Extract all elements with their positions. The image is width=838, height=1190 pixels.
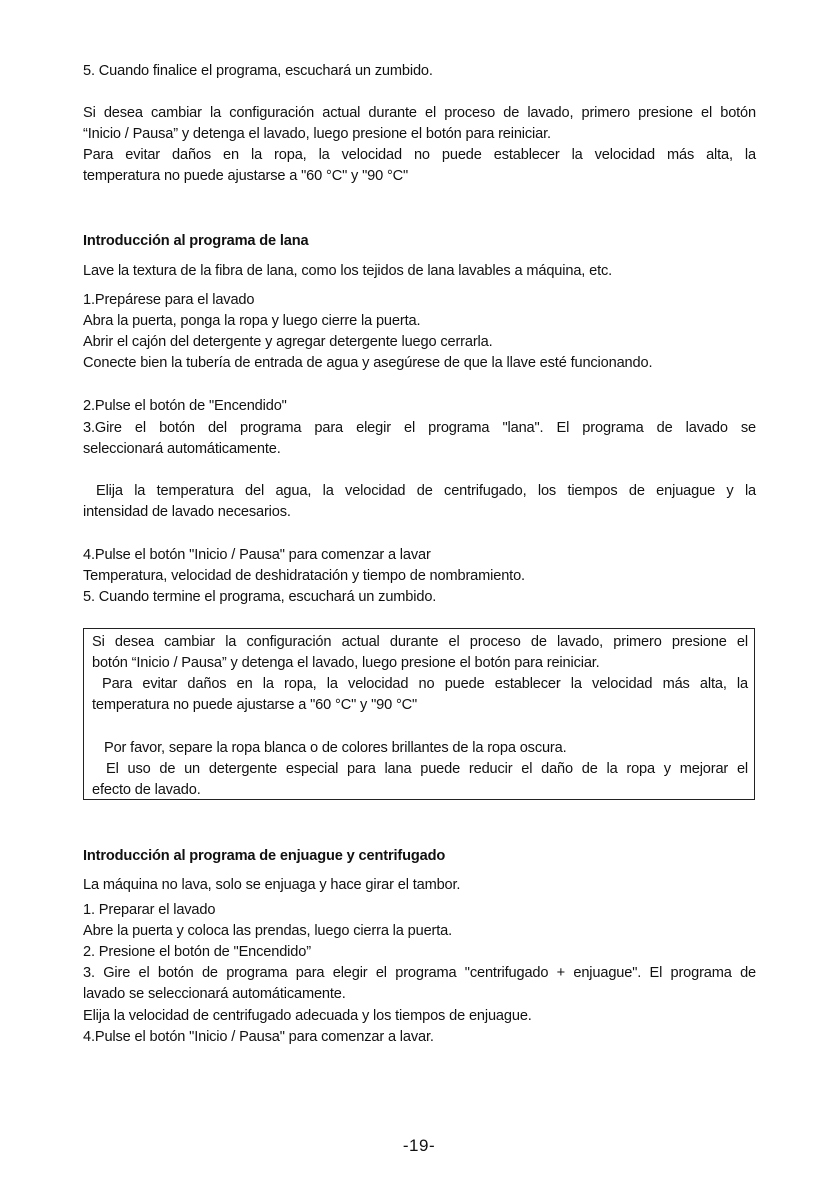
wool-prep-line: Abra la puerta, ponga la ropa y luego cierre la puerta. <box>83 313 421 329</box>
wool-choose-line: Elija la temperatura del agua, la velocidad de centrifugado, los tiempos de enjuague y la <box>96 483 756 499</box>
note-line: temperatura no puede ajustarse a "60 °C" y "90 °C" <box>83 168 409 184</box>
note-box-line: temperatura no puede ajustarse a "60 °C" y "90 °C" <box>92 697 418 713</box>
note-line: “Inicio / Pausa” y detenga el lavado, luego presione el botón para reiniciar. <box>83 126 551 142</box>
rinse-line: 2. Presione el botón de "Encendido” <box>83 944 311 960</box>
note-box-line: Por favor, separe la ropa blanca o de colores brillantes de la ropa oscura. <box>104 740 567 756</box>
rinse-line: lavado se seleccionará automáticamente. <box>83 986 346 1002</box>
wool-step-4-line: 4.Pulse el botón "Inicio / Pausa" para comenzar a lavar <box>83 547 431 563</box>
wool-step-4-line: Temperatura, velocidad de deshidratación y tiempo de nombramiento. <box>83 568 525 584</box>
page-number: -19- <box>402 1136 436 1155</box>
note-box-line: botón “Inicio / Pausa” y detenga el lavado, luego presione el botón para reiniciar. <box>92 655 600 671</box>
rinse-line: Elija la velocidad de centrifugado adecuada y los tiempos de enjuague. <box>83 1008 532 1024</box>
note-box-line: efecto de lavado. <box>92 782 201 798</box>
note-box-line: Para evitar daños en la ropa, la velocidad no puede establecer la velocidad más alta, la <box>102 676 748 692</box>
rinse-line: 4.Pulse el botón "Inicio / Pausa" para comenzar a lavar. <box>83 1029 434 1045</box>
rinse-intro: La máquina no lava, solo se enjuaga y hace girar el tambor. <box>83 877 461 893</box>
wool-section-heading: Introducción al programa de lana <box>83 233 309 249</box>
rinse-line: 3. Gire el botón de programa para elegir el programa "centrifugado + enjuague". El programa de <box>83 965 756 981</box>
wool-step-3-line: 3.Gire el botón del programa para elegir el programa "lana". El programa de lavado se <box>83 420 756 436</box>
wool-intro: Lave la textura de la fibra de lana, como los tejidos de lana lavables a máquina, etc. <box>83 263 613 279</box>
note-box-line: Si desea cambiar la configuración actual durante el proceso de lavado, primero presione el <box>92 634 748 650</box>
wool-choose-line: intensidad de lavado necesarios. <box>83 504 291 520</box>
step-5-text: 5. Cuando finalice el programa, escuchará un zumbido. <box>83 63 433 79</box>
rinse-line: Abre la puerta y coloca las prendas, luego cierra la puerta. <box>83 923 453 939</box>
wool-step-5-line: 5. Cuando termine el programa, escuchará un zumbido. <box>83 589 437 605</box>
note-line: Si desea cambiar la configuración actual durante el proceso de lavado, primero presione el botón <box>83 105 756 121</box>
wool-prep-line: 1.Prepárese para el lavado <box>83 292 255 308</box>
wool-step-3-line: seleccionará automáticamente. <box>83 441 281 457</box>
wool-prep-line: Conecte bien la tubería de entrada de agua y asegúrese de que la llave esté funcionando. <box>83 355 653 371</box>
rinse-section-heading: Introducción al programa de enjuague y centrifugado <box>83 848 446 864</box>
wool-prep-line: Abrir el cajón del detergente y agregar detergente luego cerrarla. <box>83 334 493 350</box>
wool-step-2: 2.Pulse el botón de "Encendido" <box>83 398 287 414</box>
rinse-line: 1. Preparar el lavado <box>83 902 216 918</box>
note-line: Para evitar daños en la ropa, la velocidad no puede establecer la velocidad más alta, la <box>83 147 756 163</box>
note-box-line: El uso de un detergente especial para lana puede reducir el daño de la ropa y mejorar el <box>106 761 748 777</box>
wool-note-box <box>83 628 755 800</box>
